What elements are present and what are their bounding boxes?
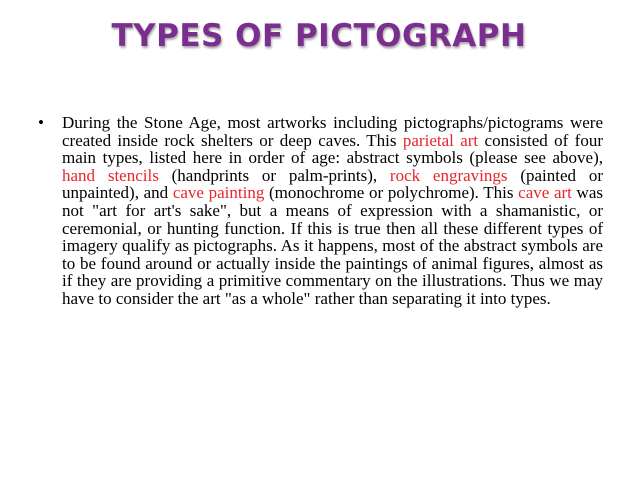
text-run: consisted of four main types, listed here in order of age: abstract symbols (please see above), — [62, 130, 603, 168]
highlight-term-cave-art: cave art — [518, 183, 572, 203]
highlight-term-cave-painting: cave painting — [172, 183, 265, 203]
bullet-marker: • — [38, 113, 44, 132]
text-run: During the Stone Age, most artworks including pictographs/pictograms were created inside rock shelters or deep caves. This — [62, 113, 603, 150]
body-paragraph — [62, 114, 603, 308]
text-run: was not "art for art's sake", but a means of expression with a shamanistic, or ceremonial, or hunting function. If this is true then all these different types of imagery qualify as pictographs. As it happens, most of the abstract symbols are to be found around or actually inside the paintings of animal figures, almost as if they are providing a primitive commentary on the illustrations. Thus we may have to consider the art "as a whole" rather than separating it into types. — [62, 183, 603, 308]
highlight-term-parietal-art: parietal art — [402, 130, 479, 150]
slide-title: TYPES OF PICTOGRAPH — [111, 18, 527, 54]
text-run: (painted or unpainted), and — [62, 165, 603, 203]
text-run: (monochrome or polychrome). This — [264, 183, 519, 203]
text-run: (handprints or palm-prints), — [158, 165, 390, 185]
highlight-term-rock-engravings: rock engravings — [389, 165, 508, 185]
bullet-item — [38, 114, 603, 308]
highlight-term-hand-stencils: hand stencils — [62, 165, 159, 185]
